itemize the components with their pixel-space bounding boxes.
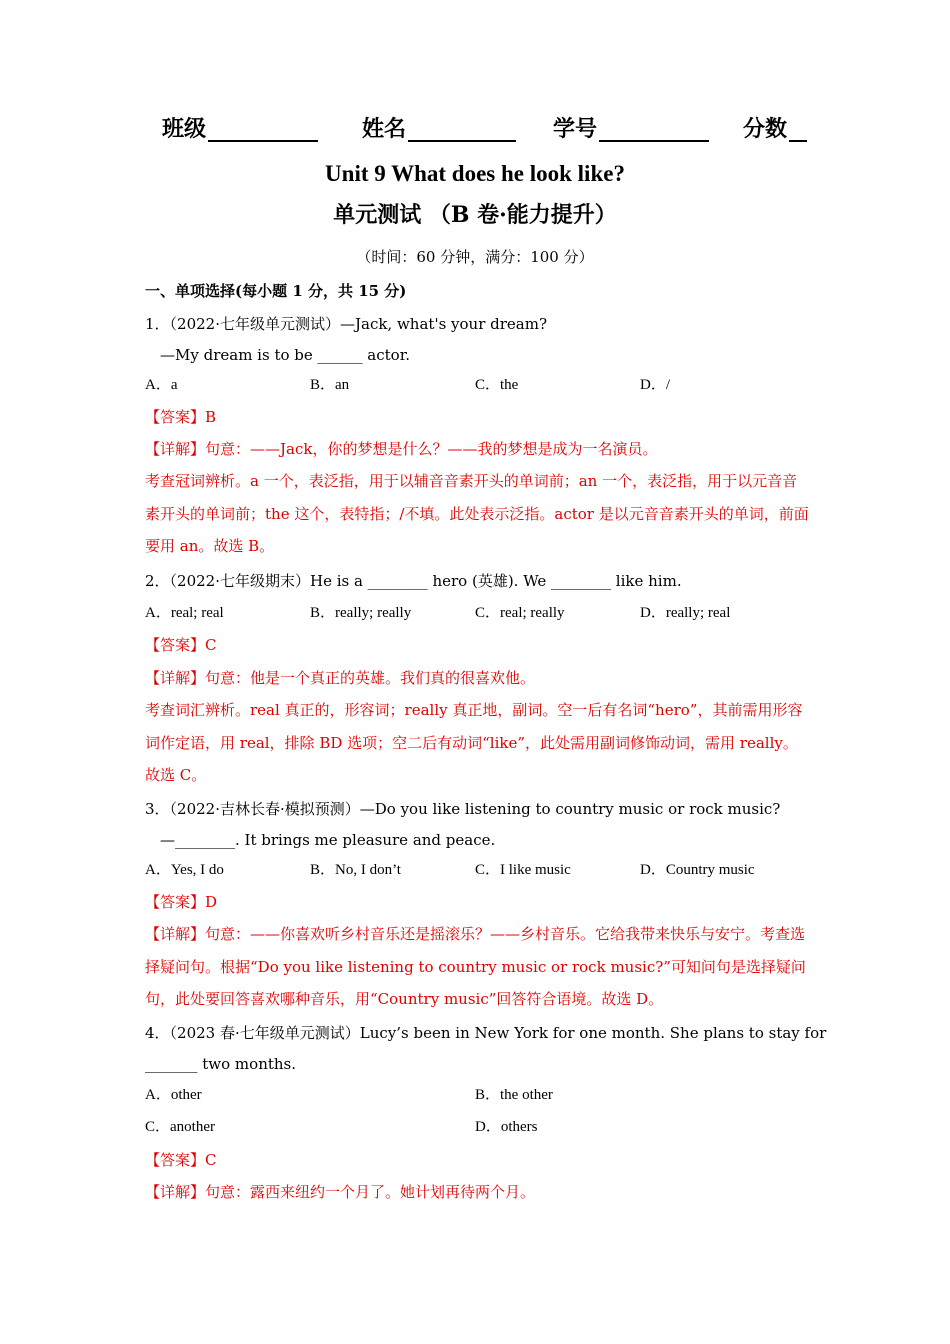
question-4-option-c[interactable]: C．another [145,1119,215,1135]
question-1-answer: 【答案】B [145,408,217,426]
test-info: （时间：60 分钟，满分：100 分） [356,248,594,266]
question-4-answer: 【答案】C [145,1151,217,1169]
test-title: 单元测试 （B 卷·能力提升） [333,202,617,228]
question-1-detail-summary: 【详解】句意：——Jack，你的梦想是什么？——我的梦想是成为一名演员。 [145,440,658,458]
student-id-field [553,114,709,144]
question-2-option-d[interactable]: D．really; real [640,605,731,621]
question-2-detail-explanation: 考查词汇辨析。real 真正的，形容词；really 真正地，副词。空一后有名词“hero”，其前需用形容词作定语，用 real，排除 BD 选项；空二后有动词“like”，此处需用副词修饰动词，需用 really。故选 C。 [145,701,803,784]
question-1-option-a[interactable]: A．a [145,377,178,393]
question-1-detail-explanation: 考查冠词辨析。a 一个，表泛指，用于以辅音音素开头的单词前；an 一个，表泛指，用于以元音音素开头的单词前；the 这个，表特指；/不填。此处表示泛指。actor 是以元音音素开头的单词，前面要用 an。故选 B。 [145,472,809,555]
question-3-option-c[interactable]: C．I like music [475,862,571,878]
question-4-detail-summary: 【详解】句意：露西来纽约一个月了。她计划再待两个月。 [145,1183,536,1201]
unit-title: Unit 9 What does he look like? [325,161,625,186]
student-id-label: 学号 [553,116,598,142]
question-4-stem-line2: _______ two months. [145,1055,297,1073]
question-4-option-b[interactable]: B．the other [475,1087,553,1103]
question-3-option-d[interactable]: D．Country music [640,862,755,878]
name-blank[interactable] [408,116,516,142]
question-4-option-a[interactable]: A．other [145,1087,202,1103]
question-3-detail: 【详解】句意：——你喜欢听乡村音乐还是摇滚乐？——乡村音乐。它给我带来快乐与安宁。考查选择疑问句。根据“Do you like listening to country music or rock music?”可知问句是选择疑问句，此处要回答喜欢哪种音乐，用“Country music”回答符合语境。故选 D。 [145,925,806,1008]
question-2-stem: 2．（2022·七年级期末）He is a ________ hero (英雄). We ________ like him. [145,572,682,590]
class-label: 班级 [162,116,207,142]
question-4-stem: 4．（2023 春·七年级单元测试）Lucy’s been in New York for one month. She plans to stay for [145,1024,827,1042]
question-1-option-d[interactable]: D．/ [640,377,671,393]
name-label: 姓名 [362,116,407,142]
question-3-option-a[interactable]: A．Yes, I do [145,862,224,878]
class-blank[interactable] [208,116,318,142]
question-3-stem: 3．（2022·吉林长春·模拟预测）—Do you like listening to country music or rock music? [145,800,781,818]
question-3-answer: 【答案】D [145,893,218,911]
student-id-blank[interactable] [599,116,709,142]
question-1-option-b[interactable]: B．an [310,377,350,393]
name-field [362,114,516,144]
score-field [743,114,807,144]
question-1-stem-line2: —My dream is to be ______ actor. [160,346,410,364]
class-field [162,114,318,144]
score-blank[interactable] [789,116,807,142]
student-info-row [0,114,950,150]
section-heading: 一、单项选择(每小题 1 分，共 15 分) [145,282,407,300]
question-2-option-b[interactable]: B．really; really [310,605,412,621]
question-2-option-c[interactable]: C．real; really [475,605,565,621]
question-2-answer: 【答案】C [145,636,217,654]
score-label: 分数 [743,116,788,142]
question-2-detail-summary: 【详解】句意：他是一个真正的英雄。我们真的很喜欢他。 [145,669,536,687]
question-2-option-a[interactable]: A．real; real [145,605,224,621]
question-1-stem: 1．（2022·七年级单元测试）—Jack, what's your dream? [145,315,547,333]
question-4-option-d[interactable]: D．others [475,1119,538,1135]
question-3-stem-line2: —________. It brings me pleasure and peace. [160,831,496,849]
question-1-option-c[interactable]: C．the [475,377,519,393]
question-3-option-b[interactable]: B．No, I don’t [310,862,401,878]
